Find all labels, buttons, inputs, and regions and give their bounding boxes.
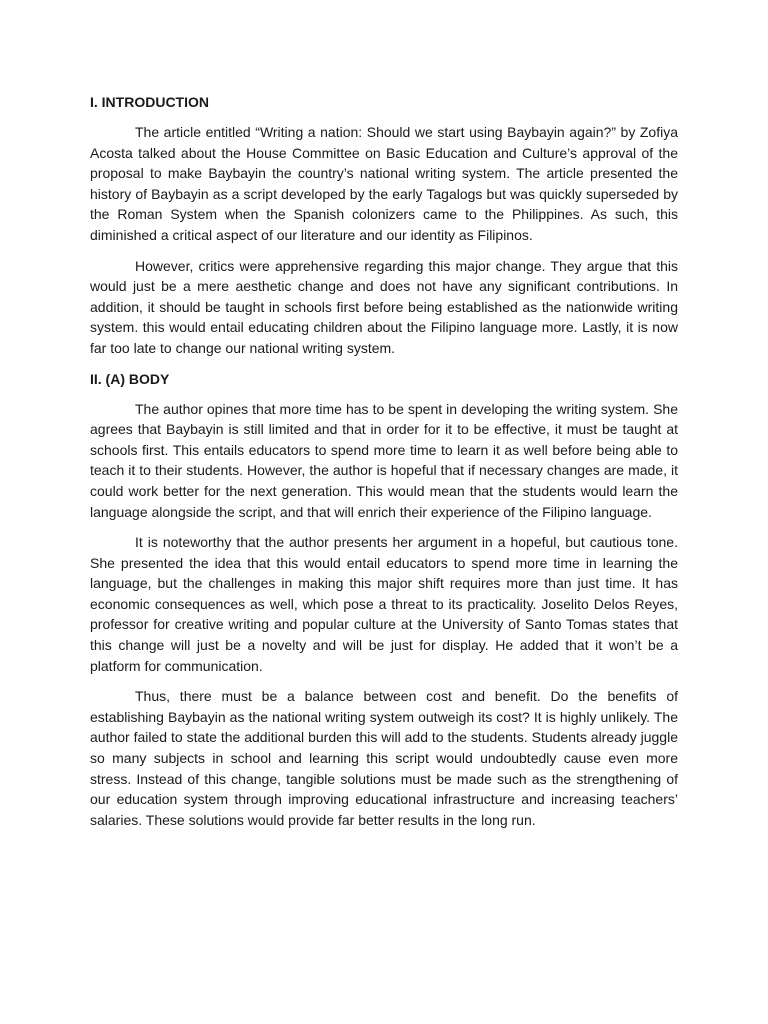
paragraph: The author opines that more time has to be spent in developing the writing system. She agrees that Baybayin is still limited and that in order for it to be effective, it must be taught at schools first. This entails educators to spend more time to learn it as well before being able to teach it to their students. However, the author is hopeful that if necessary changes are made, it could work better for the next generation. This would mean that the students would learn the language alongside the script, and that will enrich their experience of the Filipino language.	[90, 400, 678, 520]
section-introduction	[90, 92, 678, 359]
paragraph: The article entitled “Writing a nation: Should we start using Baybayin again?” by Zofiya Acosta talked about the House Committee on Basic Education and Culture’s approval of the proposal to make Baybayin the country’s national writing system. The article presented the history of Baybayin as a script developed by the early Tagalogs but was quickly superseded by the Roman System when the Spanish colonizers came to the Philippines. As such, this diminished a critical aspect of our literature and our identity as Filipinos.	[90, 124, 678, 243]
paragraph: It is noteworthy that the author presents her argument in a hopeful, but cautious tone. She presented the idea that this would entail educators to spend more time in learning the language, but the challenges in making this major shift requires more than just time. It has economic consequences as well, which pose a threat to its practicality. Joselito Delos Reyes, professor for creative writing and popular culture at the University of Santo Tomas states that this change will just be a novelty and will be just for display. He added that it won’t be a platform for communication.	[90, 534, 678, 674]
paragraph: Thus, there must be a balance between cost and benefit. Do the benefits of establishing Baybayin as the national writing system outweigh its cost? It is highly unlikely. The author failed to state the additional burden this will add to the students. Students already juggle so many subjects in school and learning this script would undoubtedly cause even more stress. Instead of this change, tangible solutions must be made such as the strengthening of our education system through improving educational infrastructure and increasing teachers’ salaries. These solutions would provide far better results in the long run.	[90, 688, 678, 828]
section-body	[90, 369, 678, 831]
section-heading: I. INTRODUCTION	[90, 94, 209, 110]
section-heading: II. (A) BODY	[90, 370, 170, 387]
document-page	[90, 92, 678, 840]
paragraph: However, critics were apprehensive regarding this major change. They argue that this would just be a mere aesthetic change and does not have any significant contributions. In addition, it should be taught in schools first before being established as the nationwide writing system. this would entail educating children about the Filipino language more. Lastly, it is now far too late to change our national writing system.	[90, 257, 678, 356]
